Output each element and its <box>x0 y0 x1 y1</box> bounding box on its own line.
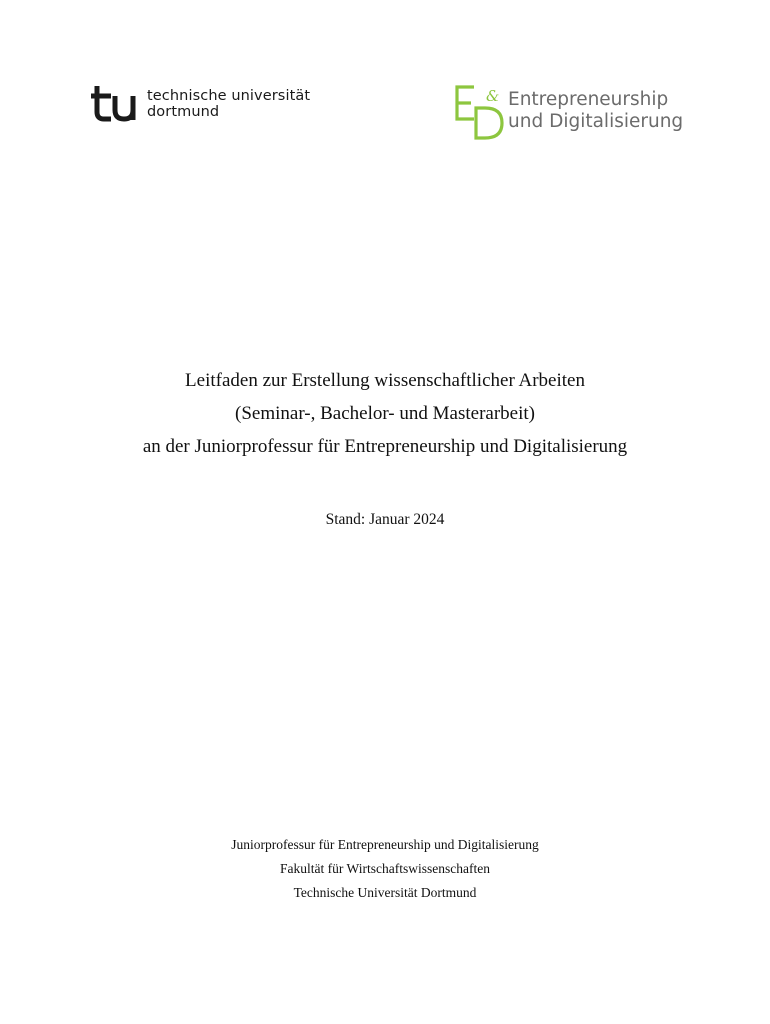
title-line-3: an der Juniorprofessur für Entrepreneurship und Digitalisierung <box>142 436 628 457</box>
ed-logo-line2: und Digitalisierung <box>508 111 684 132</box>
title-line-1: Leitfaden zur Erstellung wissenschaftlicher Arbeiten <box>185 370 585 391</box>
ed-logo-text <box>508 89 683 133</box>
title-line-2: (Seminar-, Bachelor- und Masterarbeit) <box>235 403 535 424</box>
ed-logo <box>454 84 684 142</box>
tu-logo-text <box>147 88 310 120</box>
svg-text:&: & <box>486 87 500 105</box>
institution-footer <box>0 833 770 905</box>
document-date: Stand: Januar 2024 <box>325 511 445 528</box>
ed-logo-mark <box>454 84 508 142</box>
document-title <box>0 364 770 463</box>
tu-logo-line2: dortmund <box>147 104 220 120</box>
footer-line-1: Juniorprofessur für Entrepreneurship und Digitalisierung <box>231 837 539 852</box>
tu-logo-mark <box>91 84 139 122</box>
footer-line-2: Fakultät für Wirtschaftswissenschaften <box>280 861 490 876</box>
footer-line-3: Technische Universität Dortmund <box>293 885 477 900</box>
tu-dortmund-logo <box>91 84 321 124</box>
ed-logo-line1: Entrepreneurship <box>508 89 669 110</box>
tu-logo-line1: technische universität <box>147 88 311 104</box>
